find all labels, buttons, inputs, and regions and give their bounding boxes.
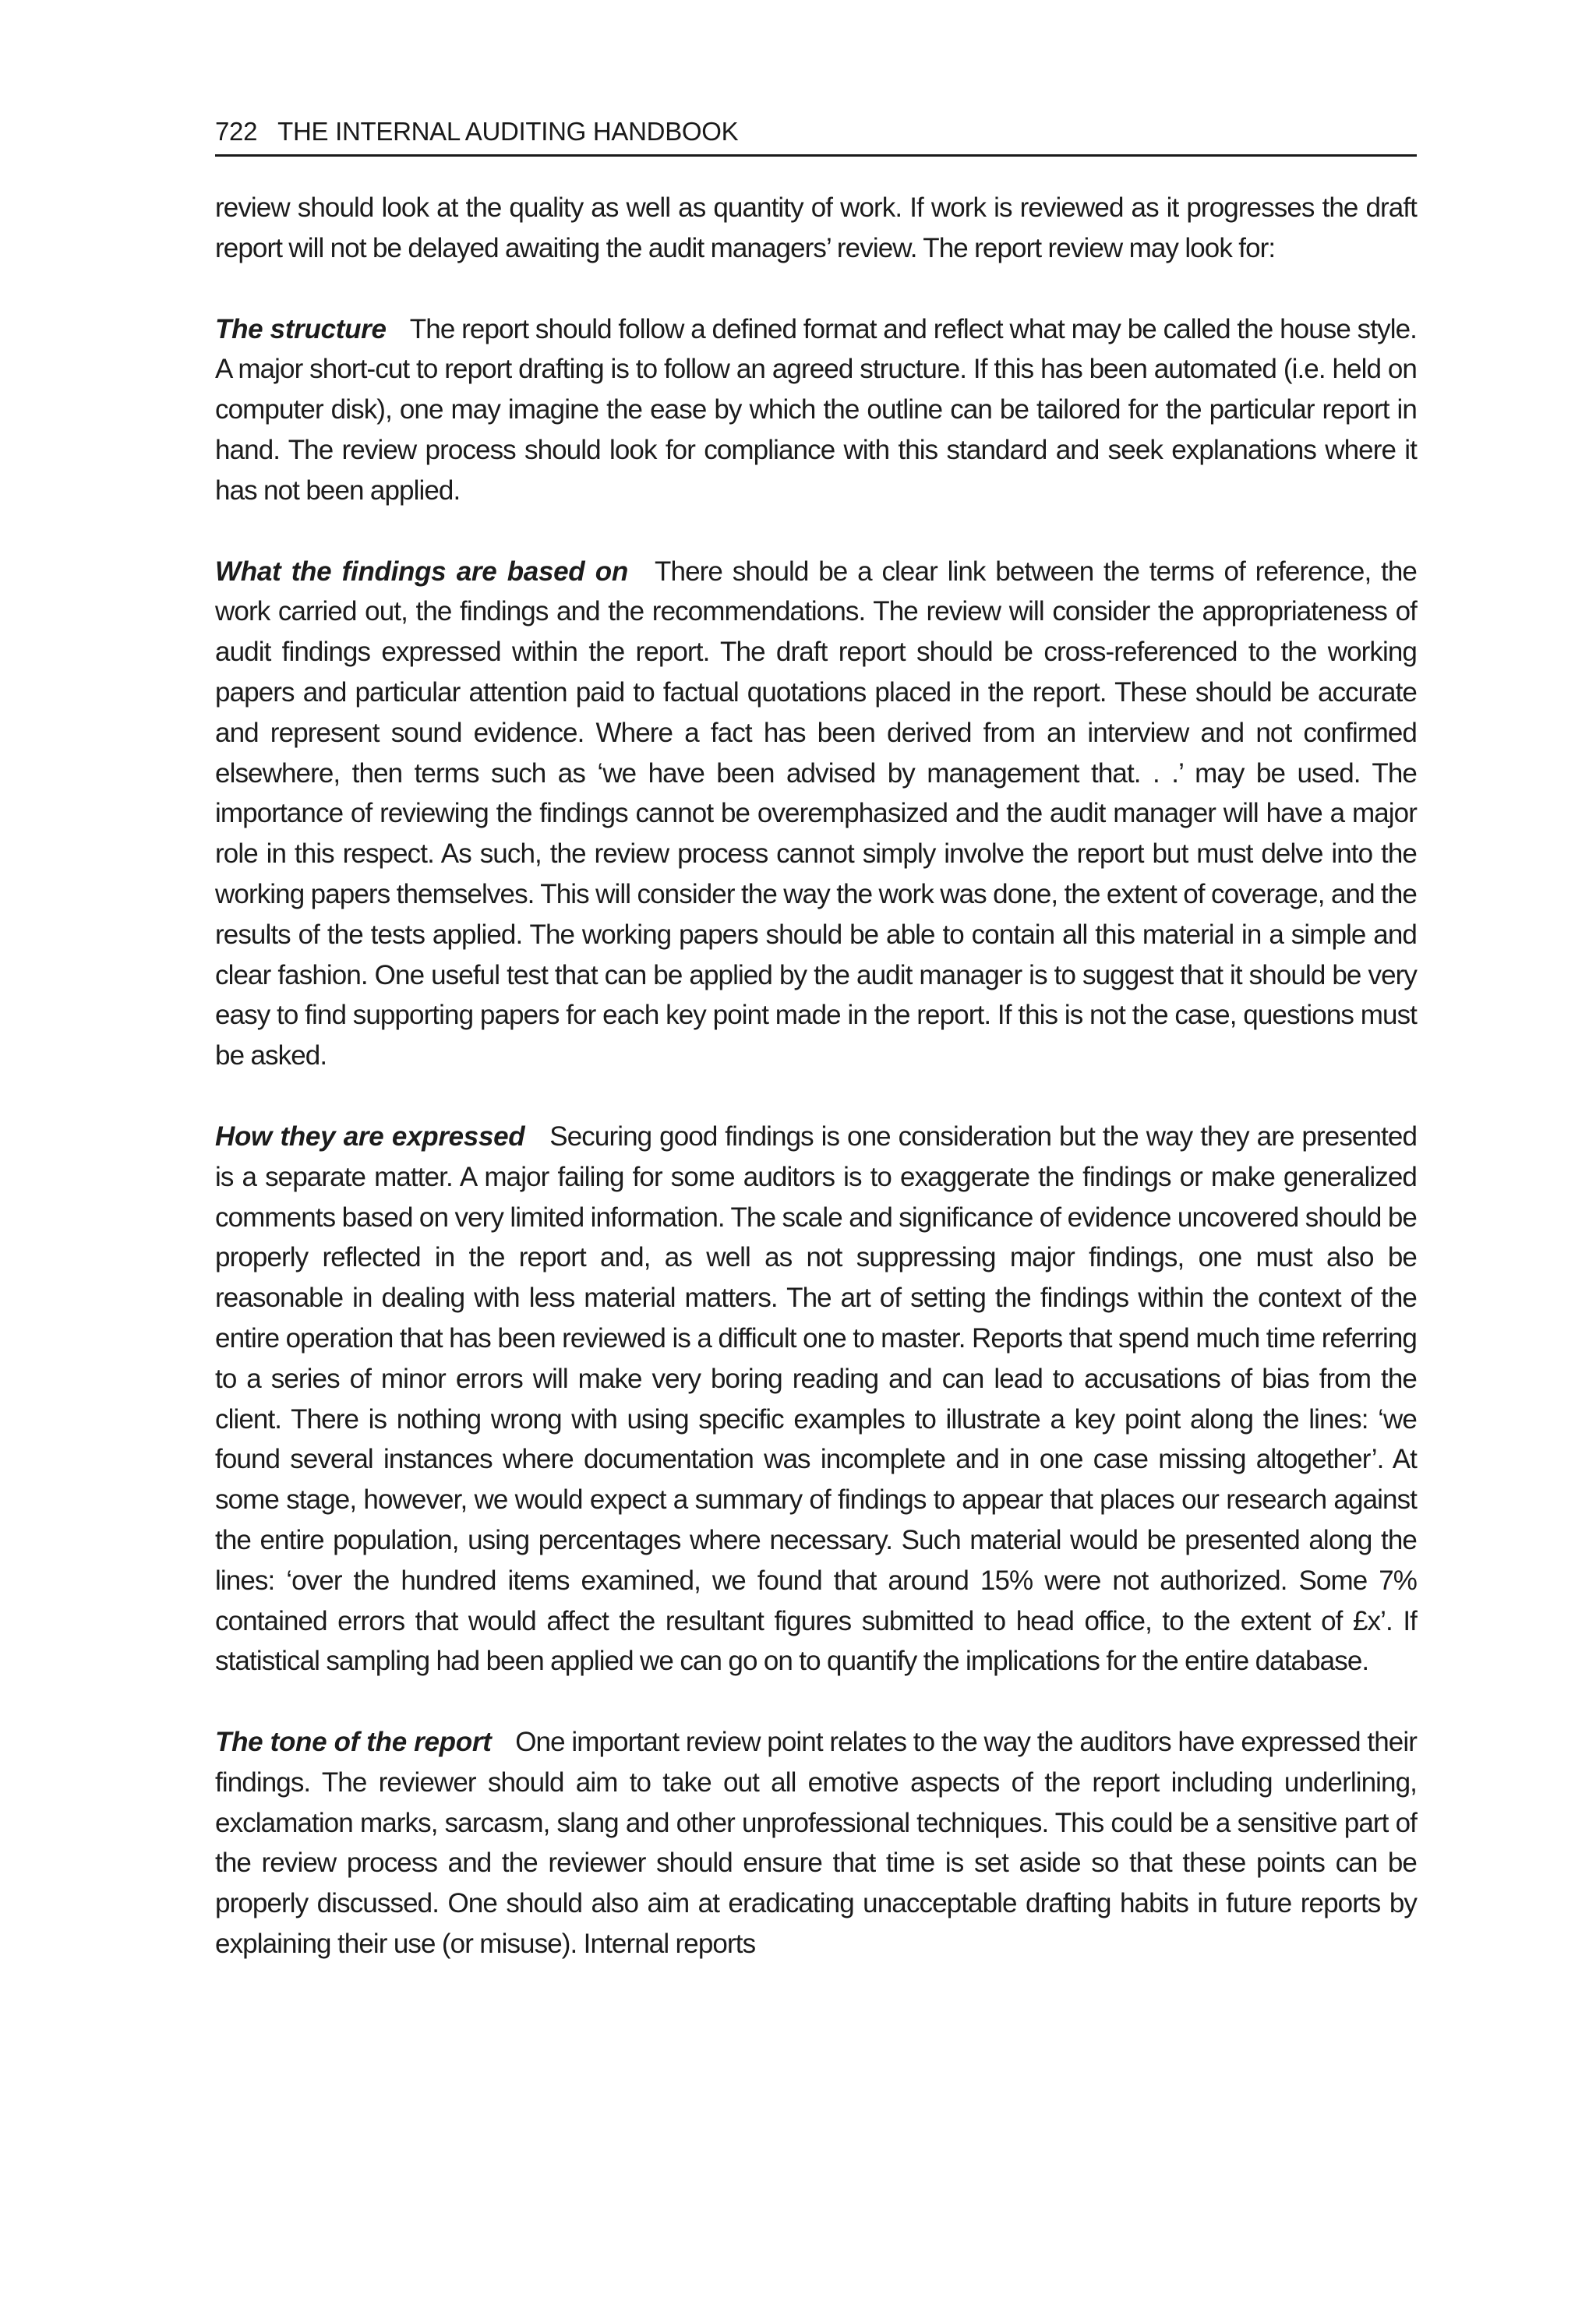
- paragraph-text: Securing good findings is one consideration but the way they are presented is a separate matter. A major failing for some auditors is to exaggerate the findings or make generalized comments based on very limited information. The scale and significance of evidence uncovered should be properly reflected in the report and, as well as not suppressing major findings, one must also be reasonable in dealing with less material matters. The art of setting the findings within the context of the entire operation that has been reviewed is a difficult one to master. Reports that spend much time referring to a series of minor errors will make very boring reading and can lead to accusations of bias from the client. There is nothing wrong with using specific examples to illustrate a key point along the lines: ‘we found several instances where documentation was incomplete and in one case missing altogether’. At some stage, however, we would expect a summary of findings to appear that places our research against the entire population, using percentages where necessary. Such material would be presented along the lines: ‘over the hundred items examined, we found that around 15% were not authorized. Some 7% contained errors that would affect the resultant figures submitted to head office, to the extent of £x’. If statistical sampling had been applied we can go on to quantify the implications for the entire database.: [215, 1121, 1418, 1677]
- paragraph-text: There should be a clear link between the terms of reference, the work carried out, the findings and the recommendations. The review will consider the appropriateness of audit findings expressed within the report. The draft report should be cross-referenced to the working papers and particular attention paid to factual quotations placed in the report. These should be accurate and represent sound evidence. Where a fact has been derived from an interview and not confirmed elsewhere, then terms such as ‘we have been advised by management that. . .’ may be used. The importance of reviewing the findings cannot be overemphasized and the audit manager will have a major role in this respect. As such, the review process cannot simply involve the report but must delve into the working papers themselves. This will consider the way the work was done, the extent of coverage, and the results of the tests applied. The working papers should be able to contain all this material in a simple and clear fashion. One useful test that can be applied by the audit manager is to suggest that it should be very easy to find supporting papers for each key point made in the report. If this is not the case, questions must be asked.: [215, 556, 1417, 1071]
- paragraph-text: One important review point relates to the way the auditors have expressed their findings. The reviewer should aim to take out all emotive aspects of the report including underlining, exclamation marks, sarcasm, slang and other unprofessional techniques. This could be a sensitive part of the review process and the reviewer should ensure that time is set aside so that these points can be properly discussed. One should also aim at eradicating unacceptable drafting habits in future reports by explaining their use (or misuse). Internal reports: [215, 1727, 1417, 1960]
- body-text: [215, 188, 1417, 1964]
- paragraph-expression: [215, 1117, 1417, 1682]
- run-in-heading: What the findings are based on: [215, 556, 628, 587]
- run-in-heading: The structure: [215, 313, 387, 344]
- page-number: 722: [215, 117, 258, 146]
- paragraph-text: review should look at the quality as well as quantity of work. If work is reviewed as it progresses the draft report will not be delayed awaiting the audit managers’ review. The report review may look for:: [215, 192, 1417, 263]
- paragraph-structure: [215, 309, 1417, 511]
- running-title: THE INTERNAL AUDITING HANDBOOK: [277, 117, 739, 146]
- run-in-heading: The tone of the report: [215, 1727, 492, 1758]
- paragraph-findings-basis: [215, 552, 1417, 1076]
- paragraph-text: The report should follow a defined format and reflect what may be called the house style. A major short-cut to report drafting is to follow an agreed structure. If this has been automated (i.e. held on computer disk), one may imagine the ease by which the outline can be tailored for the particular report in hand. The review process should look for compliance with this standard and seek explanations where it has not been applied.: [215, 313, 1417, 506]
- paragraph-tone: [215, 1722, 1417, 1964]
- running-header: [215, 117, 1417, 157]
- book-page: [215, 117, 1417, 1964]
- paragraph-intro: [215, 188, 1417, 269]
- run-in-heading: How they are expressed: [215, 1121, 525, 1152]
